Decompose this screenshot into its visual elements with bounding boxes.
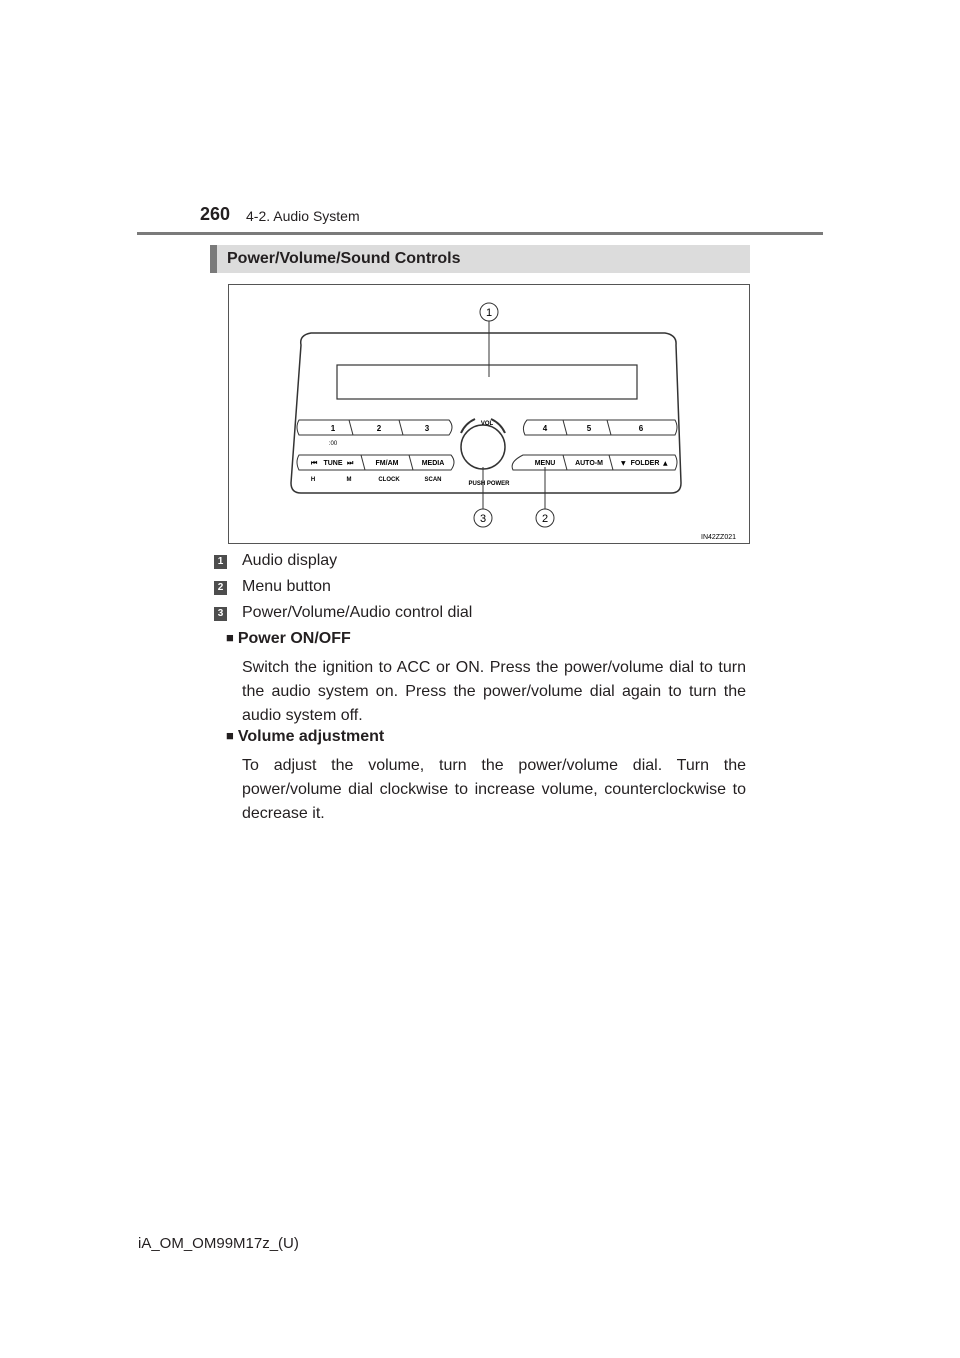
callout-item-2 — [214, 578, 331, 596]
callout-1-label: 1 — [485, 307, 493, 319]
fm-am-label: FM/AM — [375, 460, 399, 467]
section-title-text: Power ON/OFF — [237, 630, 351, 647]
section-body-volume: To adjust the volume, turn the power/volume dial. Turn the power/volume dial clockwise to increase volume, counterclockwise to decrease it. — [242, 757, 746, 822]
callout-item-3 — [214, 604, 473, 622]
menu-label: MENU — [534, 460, 556, 467]
callout-badge: 2 — [214, 581, 227, 595]
clock-button-sublabel: CLOCK — [378, 477, 400, 483]
seek-forward-icon: ⏭ — [347, 459, 354, 467]
preset-6-label: 6 — [638, 424, 644, 433]
tune-label: TUNE — [323, 460, 343, 467]
audio-unit-figure — [228, 284, 750, 544]
audio-display — [337, 365, 637, 399]
clock-sublabel: :00 — [328, 441, 338, 447]
folder-down-icon: ▼ — [621, 460, 626, 467]
seek-back-icon: ⏮ — [311, 459, 318, 467]
section-heading-power — [226, 630, 351, 648]
page-number: 260 — [200, 204, 231, 224]
callout-text: Power/Volume/Audio control dial — [242, 604, 473, 621]
callout-3-label: 3 — [479, 513, 487, 525]
preset-4-label: 4 — [542, 424, 548, 433]
auto-m-label: AUTO-M — [575, 460, 603, 467]
preset-1-label: 1 — [330, 424, 336, 433]
volume-dial — [461, 425, 505, 469]
square-bullet-icon: ■ — [226, 728, 234, 743]
section-title-text: Volume adjustment — [237, 728, 385, 745]
scan-sublabel: SCAN — [424, 477, 442, 483]
callout-text: Menu button — [242, 578, 331, 595]
callout-text: Audio display — [242, 552, 338, 569]
folder-label: FOLDER — [630, 460, 660, 467]
footer-code: iA_OM_OM99M17z_(U) — [138, 1235, 299, 1252]
preset-2-label: 2 — [376, 424, 382, 433]
m-sublabel: M — [346, 477, 352, 483]
push-power-label: PUSH POWER — [468, 481, 510, 487]
h-sublabel: H — [310, 477, 316, 483]
callout-badge: 3 — [214, 607, 227, 621]
heading-bar — [210, 245, 750, 273]
preset-5-label: 5 — [586, 424, 592, 433]
media-label: MEDIA — [421, 460, 445, 467]
section-heading-volume — [226, 728, 384, 746]
figure-id: IN42ZZ021 — [701, 534, 737, 541]
callout-badge: 1 — [214, 555, 227, 569]
section-title: 4-2. Audio System — [246, 208, 360, 224]
square-bullet-icon: ■ — [226, 630, 234, 645]
folder-up-icon: ▲ — [663, 460, 668, 467]
section-body-power: Switch the ignition to ACC or ON. Press the power/volume dial to turn the audio system on. Press the power/volume dial again to turn the audio system off. — [242, 659, 746, 724]
heading-title: Power/Volume/Sound Controls — [227, 250, 461, 267]
vol-label: VOL — [480, 421, 494, 427]
callout-item-1 — [214, 552, 338, 570]
preset-3-label: 3 — [424, 424, 430, 433]
header-rule — [137, 232, 823, 235]
callout-2-label: 2 — [541, 513, 549, 525]
